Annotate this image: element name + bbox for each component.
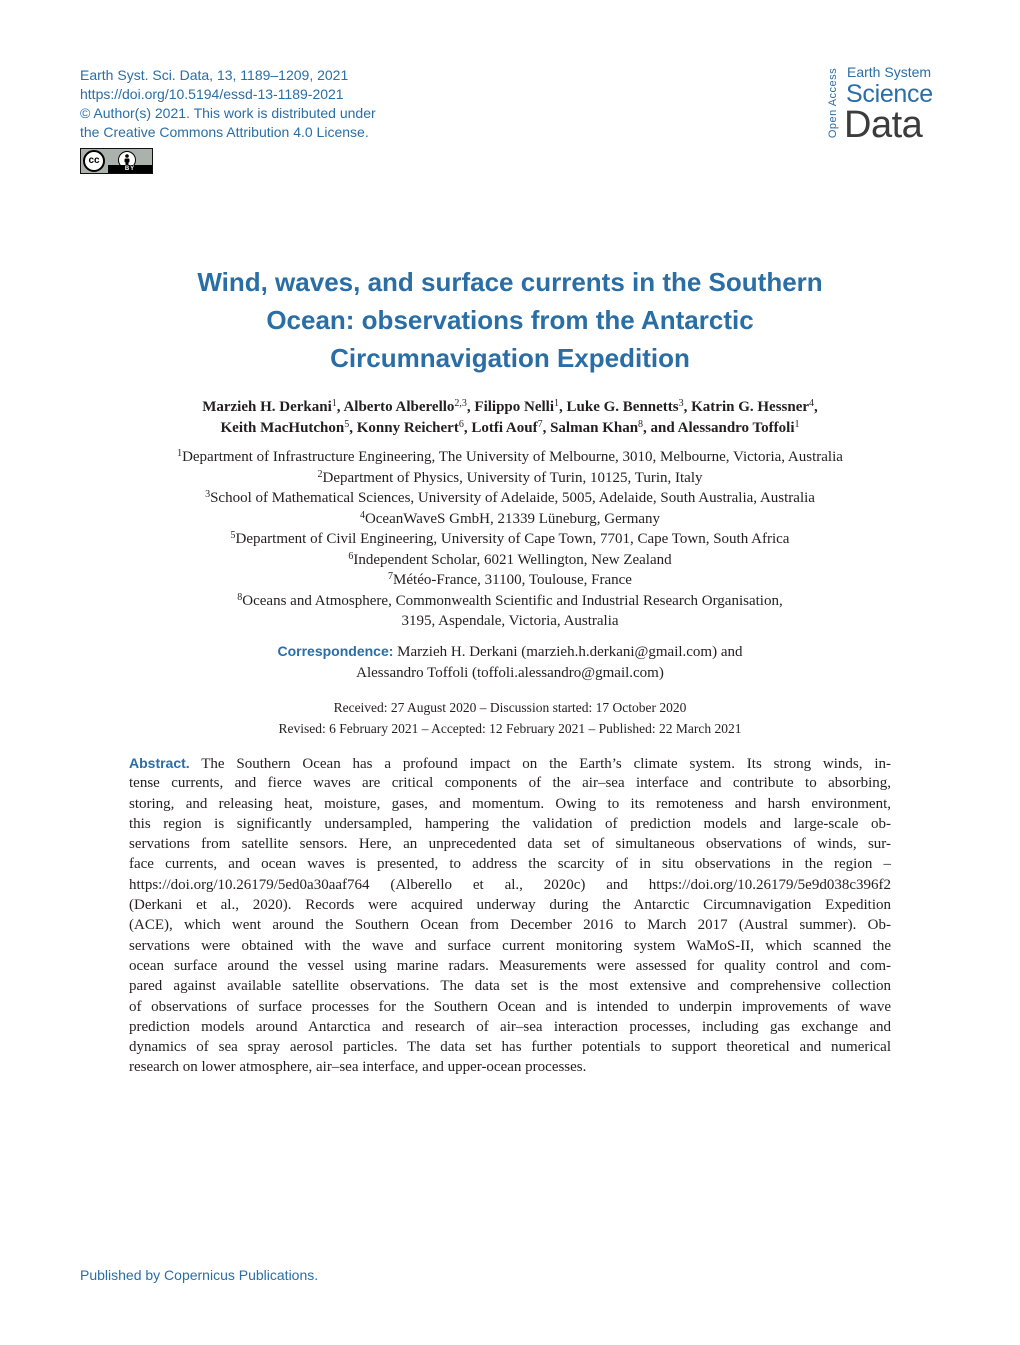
author-name: Luke G. Bennetts — [566, 399, 679, 415]
abstract-line: (Derkani et al., 2020). Records were acquired underway during the Antarctic Circumnavigation Expedition — [129, 897, 891, 914]
doi-link[interactable]: https://doi.org/10.5194/essd-13-1189-2021 — [80, 86, 344, 102]
abstract-line: tense currents, and fierce waves are critical components of the air–sea interface and contribute to absorbing, — [129, 775, 891, 792]
abstract-line: ocean surface around the vessel using marine radars. Measurements were assessed for quality control and com- — [129, 957, 891, 974]
abstract — [129, 753, 891, 1078]
correspondence — [100, 641, 920, 684]
author-line: Marzieh H. Derkani$^1$, Alberto Alberello$^{2,3}$, Filippo Nelli$^1$, Luke G. Bennetts$^3$, Katrin G. Hessner$^4$, — [202, 398, 818, 415]
author-name: Konny Reichert — [356, 420, 459, 436]
paper-title — [150, 263, 870, 377]
author-name: Marzieh H. Derkani — [202, 399, 332, 415]
author-affiliation-ref: 4 — [809, 398, 815, 409]
author-affiliation-ref: 8 — [638, 419, 644, 430]
author-name: Filippo Nelli — [474, 399, 555, 415]
abstract-line: prediction models around Antarctica and research of air–sea interaction processes, including gas exchange and — [129, 1018, 891, 1035]
author-name: Salman Khan — [550, 420, 639, 436]
journal-header — [80, 66, 376, 142]
title-line: Ocean: observations from the Antarctic — [266, 305, 754, 335]
copyright: © Author(s) 2021. This work is distributed under — [80, 105, 376, 121]
affiliation: $^3$School of Mathematical Sciences, University of Adelaide, 5005, Adelaide, South Australia, Australia — [205, 489, 815, 506]
author-name: Alberto Alberello — [343, 399, 455, 415]
abstract-label: Abstract. — [129, 755, 190, 771]
affiliation: $^4$OceanWaveS GmbH, 21339 Lüneburg, Germany — [359, 509, 661, 527]
affiliation: $^7$Météo-France, 31100, Toulouse, France — [388, 571, 632, 588]
abstract-line: Abstract. The Southern Ocean has a profound impact on the Earth’s climate system. Its strong winds, in- — [129, 755, 892, 772]
dates-line: Received: 27 August 2020 – Discussion started: 17 October 2020 — [333, 700, 687, 715]
author-affiliation-ref: 2,3 — [454, 398, 467, 409]
abstract-line: servations from satellite sensors. Here, an unprecedented data set of simultaneous observations of winds, sur- — [129, 836, 891, 853]
abstract-line: pared against available satellite observations. The data set is the most extensive and comprehensive collection — [129, 978, 891, 995]
abstract-line: https://doi.org/10.26179/5ed0a30aaf764 (Alberello et al., 2020c) and https://doi.org/10.26179/5e9d038c396f2 — [129, 876, 891, 893]
logo-line-2: Science — [846, 80, 933, 108]
abstract-line: of observations of surface processes for the Southern Ocean and is intended to underpin improvements of wave — [129, 998, 891, 1015]
author-name: Alessandro Toffoli — [677, 420, 795, 436]
author-affiliation-ref: 5 — [344, 419, 350, 430]
logo-line-1: Earth System — [847, 64, 932, 80]
open-access-label: Open Access — [827, 67, 839, 139]
author-affiliation-ref: 1 — [331, 398, 337, 409]
author-affiliation-ref: 1 — [794, 419, 800, 430]
affiliation: $^2$Department of Physics, University of Turin, 10125, Turin, Italy — [317, 468, 703, 486]
author-affiliation-ref: 7 — [537, 419, 543, 430]
abstract-line: dynamics of sea spray aerosol particles. The data set has further potentials to support theoretical and numerical — [129, 1039, 891, 1056]
license-text: the Creative Commons Attribution 4.0 License. — [80, 124, 369, 140]
correspondence-line[interactable]: Marzieh H. Derkani (marzieh.h.derkani@gmail.com) and — [397, 644, 743, 660]
author-affiliation-ref: 6 — [458, 419, 464, 430]
affiliation-continuation: 3195, Aspendale, Victoria, Australia — [401, 613, 619, 629]
author-line: Keith MacHutchon$^5$, Konny Reichert$^6$, Lotfi Aouf$^7$, Salman Khan$^8$, and Alessandro Toffoli$^1$ — [220, 419, 800, 436]
abstract-line: face currents, and ocean waves is presented, to address the scarcity of in situ observations in the region – — [129, 856, 891, 873]
author-name: Keith MacHutchon — [220, 420, 345, 436]
dates-line: Revised: 6 February 2021 – Accepted: 12 February 2021 – Published: 22 March 2021 — [278, 721, 742, 736]
logo-line-3: Data — [844, 104, 923, 146]
author-affiliation-ref: 3 — [678, 398, 684, 409]
affiliation: $^1$Department of Infrastructure Engineering, The University of Melbourne, 3010, Melbourne, Victoria, Australia — [177, 448, 843, 465]
affiliation-list — [100, 447, 920, 632]
publication-dates — [100, 697, 920, 739]
affiliation: $^6$Independent Scholar, 6021 Wellington, New Zealand — [348, 550, 672, 568]
publisher-footer[interactable]: Published by Copernicus Publications. — [80, 1267, 319, 1283]
journal-logo[interactable] — [826, 62, 946, 146]
author-affiliation-ref: 1 — [554, 398, 560, 409]
affiliation: $^5$Department of Civil Engineering, University of Cape Town, 7701, Cape Town, South Africa — [230, 530, 790, 547]
abstract-line: research on lower atmosphere, air–sea interface, and upper-ocean processes. — [129, 1059, 587, 1076]
affiliation: $^8$Oceans and Atmosphere, Commonwealth Scientific and Industrial Research Organisation, — [237, 591, 783, 609]
by-label-icon: BY — [108, 165, 152, 173]
author-list — [100, 397, 920, 439]
cc-icon: cc — [83, 150, 105, 172]
cc-by-badge-icon[interactable] — [80, 148, 153, 174]
author-name: Katrin G. Hessner — [691, 399, 810, 415]
abstract-line: (ACE), which went around the Southern Ocean from December 2016 to March 2017 (Austral summer). Ob- — [129, 917, 891, 934]
abstract-line: this region is significantly undersampled, hampering the validation of prediction models and large-scale ob- — [129, 815, 891, 832]
correspondence-line[interactable]: Alessandro Toffoli (toffoli.alessandro@gmail.com) — [356, 665, 664, 681]
author-name: Lotfi Aouf — [471, 420, 538, 436]
citation: Earth Syst. Sci. Data, 13, 1189–1209, 2021 — [80, 67, 349, 83]
abstract-line: storing, and releasing heat, moisture, gases, and momentum. Owing to its remoteness and harsh environment, — [129, 795, 891, 812]
title-line: Wind, waves, and surface currents in the Southern — [197, 267, 823, 297]
abstract-line: servations were obtained with the wave and surface current monitoring system WaMoS-II, which scanned the — [129, 937, 891, 954]
correspondence-label: Correspondence: — [277, 643, 394, 659]
title-line: Circumnavigation Expedition — [330, 343, 690, 373]
